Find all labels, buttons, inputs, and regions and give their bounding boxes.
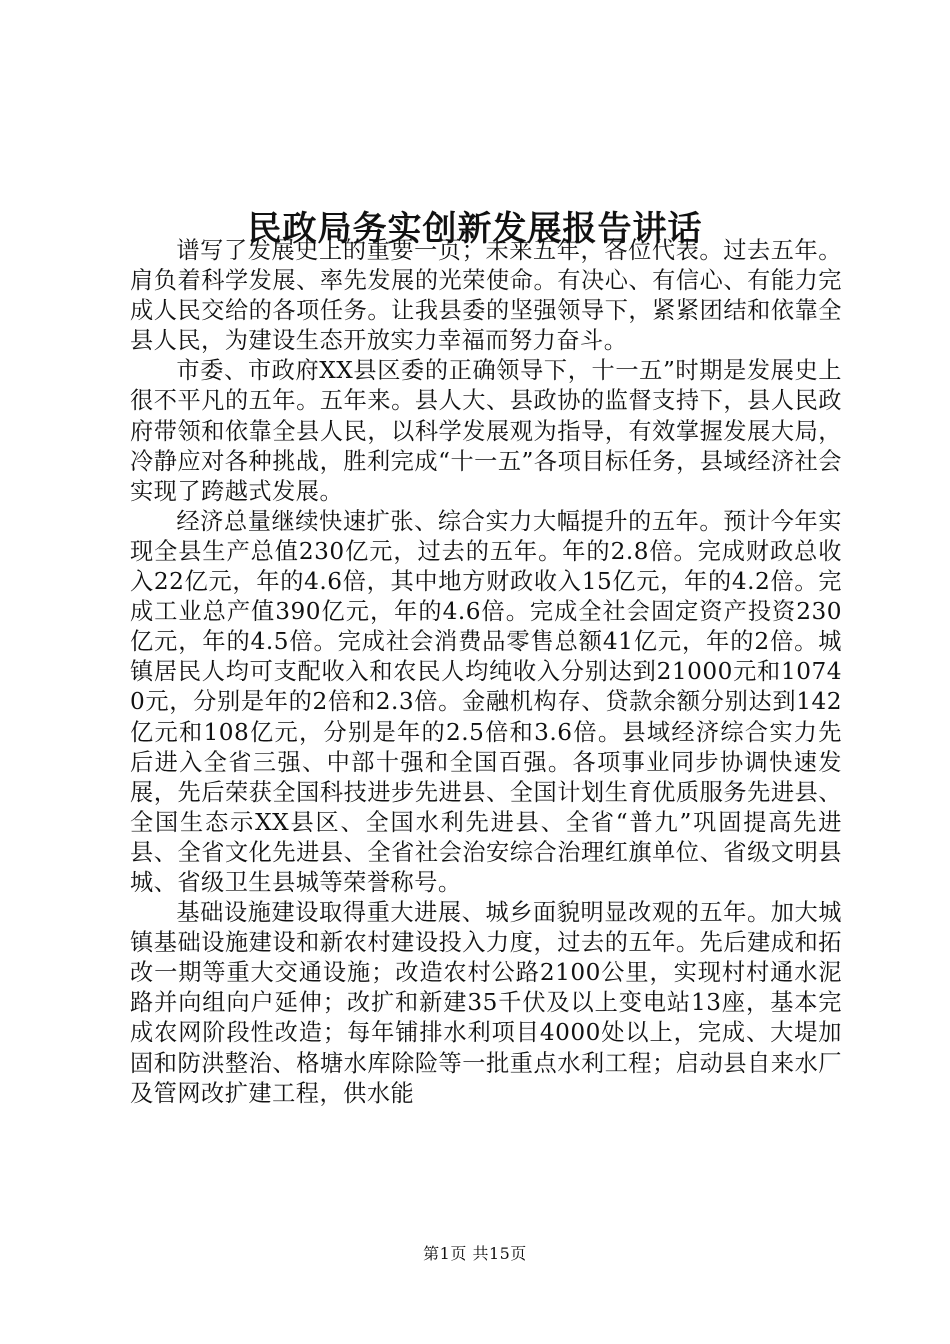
paragraph-1: 谱写了发展史上的重要一页；未来五年，各位代表。过去五年。肩负着科学发展、率先发展的光荣使命。有决心、有信心、有能力完成人民交给的各项任务。让我县委的坚强领导下，紧紧团结和依靠全县人民，为建设生态开放实力幸福而努力奋斗。 (130, 237, 842, 355)
paragraph-3: 经济总量继续快速扩张、综合实力大幅提升的五年。预计今年实现全县生产总值230亿元，过去的五年。年的2.8倍。完成财政总收入22亿元，年的4.6倍，其中地方财政收入15亿元，年的4.2倍。完成工业总产值390亿元，年的4.6倍。完成全社会固定资产投资230亿元，年的4.5倍。完成社会消费品零售总额41亿元，年的2倍。城镇居民人均可支配收入和农民人均纯收入分别达到21000元和10740元，分别是年的2倍和2.3倍。金融机构存、贷款余额分别达到142亿元和108亿元，分别是年的2.5倍和3.6倍。县域经济综合实力先后进入全省三强、中部十强和全国百强。各项事业同步协调快速发展，先后荣获全国科技进步先进县、全国计划生育优质服务先进县、全国生态示XX县区、全国水利先进县、全省“普九”巩固提高先进县、全省文化先进县、全省社会治安综合治理红旗单位、省级文明县城、省级卫生县城等荣誉称号。 (130, 507, 842, 896)
document-body (130, 236, 842, 1109)
document-title: 民政局务实创新发展报告讲话 (247, 208, 703, 249)
paragraph-2: 市委、市政府XX县区委的正确领导下，十一五”时期是发展史上很不平凡的五年。五年来。县人大、县政协的监督支持下，县人民政府带领和依靠全县人民，以科学发展观为指导，有效掌握发展大局，冷静应对各种挑战，胜利完成“十一五”各项目标任务，县域经济社会实现了跨越式发展。 (130, 357, 842, 505)
page-number-footer: 第1页 共15页 (423, 1244, 527, 1263)
paragraph-4: 基础设施建设取得重大进展、城乡面貌明显改观的五年。加大城镇基础设施建设和新农村建设投入力度，过去的五年。先后建成和拓改一期等重大交通设施；改造农村公路2100公里，实现村村通水泥路并向组向户延伸；改扩和新建35千伏及以上变电站13座，基本完成农网阶段性改造；每年铺排水利项目4000处以上，完成、大堤加固和防洪整治、格塘水库除险等一批重点水利工程；启动县自来水厂及管网改扩建工程，供水能 (130, 899, 842, 1107)
